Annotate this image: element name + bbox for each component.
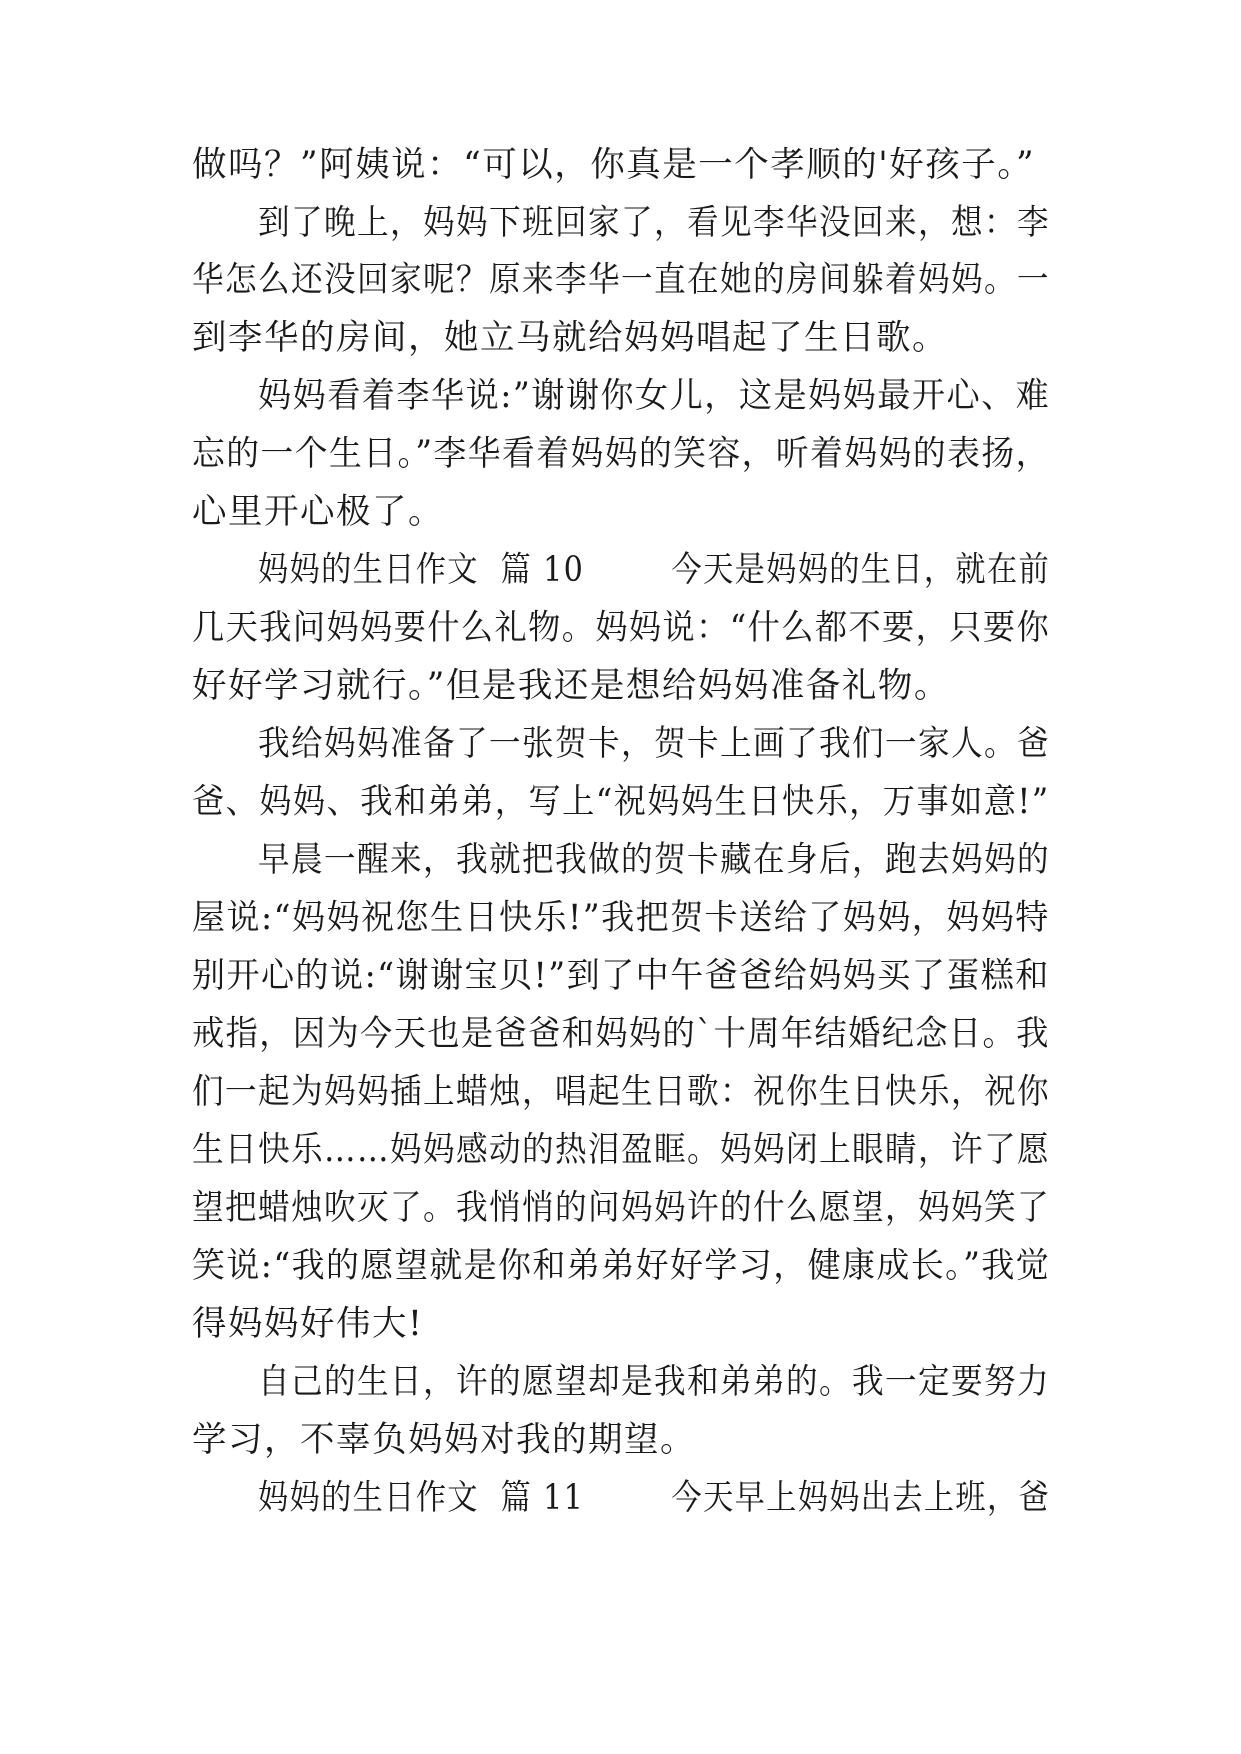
text-line: 好好学习就行。”但是我还是想给妈妈准备礼物。 [192,666,950,706]
text-line: 到李华的房间，她立马就给妈妈唱起了生日歌。 [192,318,948,358]
text-line: 戒指，因为今天也是爸爸和妈妈的`十周年结婚纪念日。我 [192,1014,1050,1054]
text-line: 生日快乐……妈妈感动的热泪盈眶。妈妈闭上眼睛，许了愿 [192,1130,1051,1170]
text-line: 几天我问妈妈要什么礼物。妈妈说：“什么都不要，只要你 [192,608,1051,648]
paragraph-start-line: 到了晚上，妈妈下班回家了，看见李华没回来，想：李 [258,203,1051,243]
section-heading-line: 妈妈的生日作文 篇 10 今天是妈妈的生日，就在前 [258,550,1051,590]
text-line: 得妈妈好伟大! [192,1304,424,1344]
paragraph-start-line: 自己的生日，许的愿望却是我和弟弟的。我一定要努力 [258,1362,1051,1402]
paragraph-start-line: 妈妈看着李华说:”谢谢你女儿，这是妈妈最开心、难 [258,376,1051,416]
text-line: 爸、妈妈、我和弟弟，写上“祝妈妈生日快乐，万事如意!” [192,782,1050,822]
text-line: 华怎么还没回家呢？原来李华一直在她的房间躲着妈妈。一 [192,260,1051,300]
text-line: 忘的一个生日。”李华看着妈妈的笑容，听着妈妈的表扬， [192,434,1050,474]
text-line: 们一起为妈妈插上蜡烛，唱起生日歌：祝你生日快乐，祝你 [192,1072,1051,1112]
paragraph-start-line: 早晨一醒来，我就把我做的贺卡藏在身后，跑去妈妈的 [258,840,1051,880]
paragraph-start-line: 我给妈妈准备了一张贺卡，贺卡上画了我们一家人。爸 [258,724,1051,764]
text-line: 望把蜡烛吹灭了。我悄悄的问妈妈许的什么愿望，妈妈笑了 [192,1188,1051,1228]
text-line: 心里开心极了。 [192,492,444,532]
section-heading-line: 妈妈的生日作文 篇 11 今天早上妈妈出去上班，爸 [258,1478,1051,1518]
text-line: 屋说:“妈妈祝您生日快乐!”我把贺卡送给了妈妈，妈妈特 [192,898,1050,938]
text-line: 别开心的说:“谢谢宝贝!”到了中午爸爸给妈妈买了蛋糕和 [192,956,1050,996]
text-line: 笑说:“我的愿望就是你和弟弟好好学习，健康成长。”我觉 [192,1246,1051,1286]
text-line: 学习，不辜负妈妈对我的期望。 [192,1420,696,1460]
text-line: 做吗？”阿姨说：“可以，你真是一个孝顺的'好孩子。” [192,145,1036,185]
